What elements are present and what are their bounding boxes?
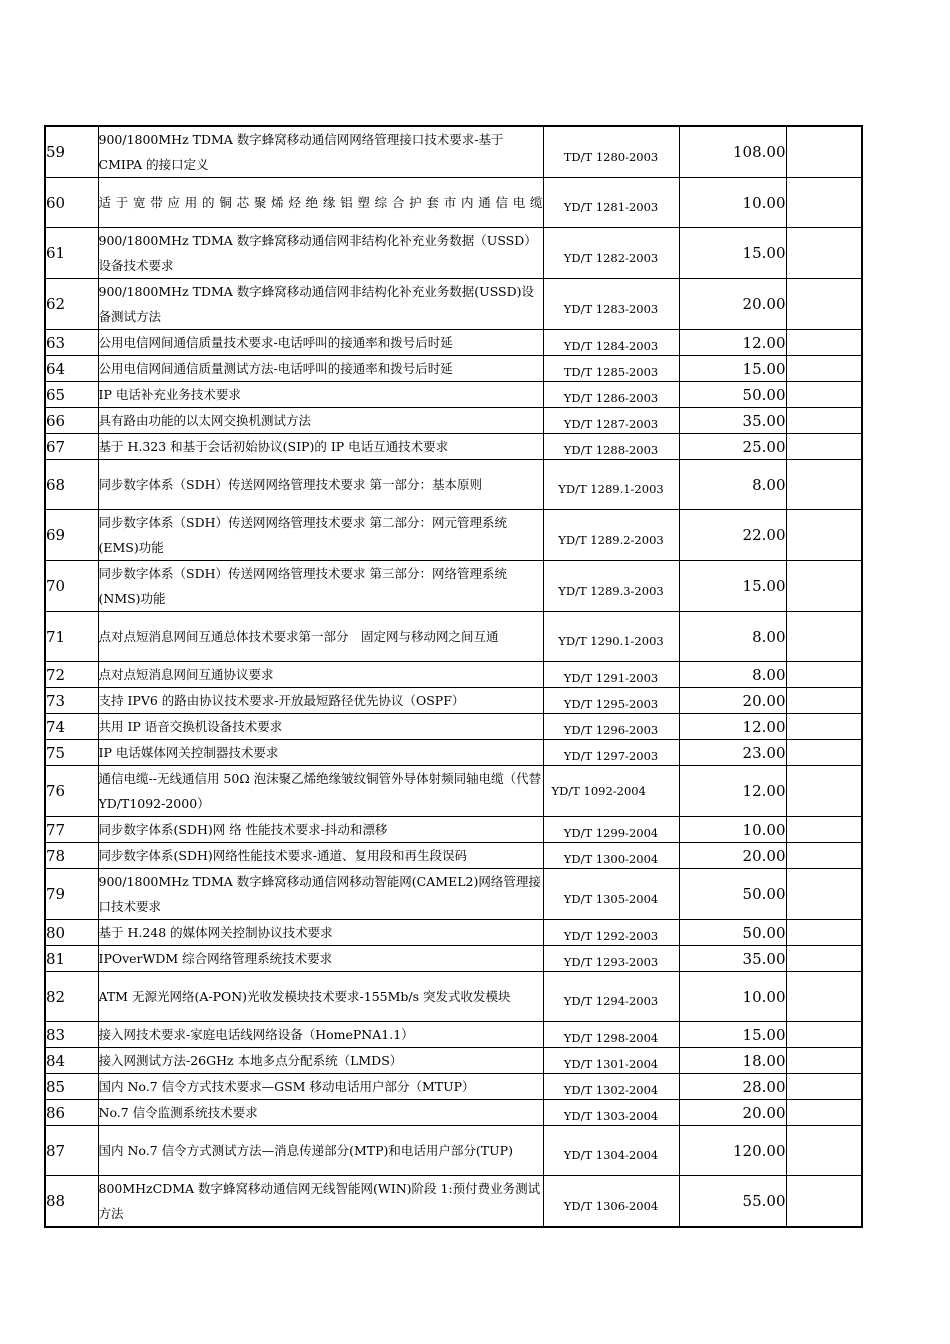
table-row [45, 688, 862, 714]
row-number: 80 [45, 920, 98, 946]
table-row [45, 1100, 862, 1126]
standard-title: 国内 No.7 信令方式测试方法—消息传递部分(MTP)和电话用户部分(TUP) [98, 1126, 543, 1176]
price-cell: 20.00 [679, 688, 786, 714]
empty-cell [786, 279, 862, 330]
empty-cell [786, 766, 862, 817]
standard-code: YD/T 1300-2004 [543, 843, 679, 869]
standard-code: YD/T 1291-2003 [543, 662, 679, 688]
row-number: 63 [45, 330, 98, 356]
standard-title: 900/1800MHz TDMA 数字蜂窝移动通信网移动智能网(CAMEL2)网络管理接口技术要求 [98, 869, 543, 920]
standard-code: YD/T 1294-2003 [543, 972, 679, 1022]
price-cell: 20.00 [679, 843, 786, 869]
price-cell: 8.00 [679, 460, 786, 510]
empty-cell [786, 510, 862, 561]
row-number: 71 [45, 612, 98, 662]
standard-code: TD/T 1280-2003 [543, 126, 679, 178]
standard-code: YD/T 1299-2004 [543, 817, 679, 843]
price-cell: 12.00 [679, 766, 786, 817]
empty-cell [786, 1100, 862, 1126]
standard-title: IPOverWDM 综合网络管理系统技术要求 [98, 946, 543, 972]
row-number: 61 [45, 228, 98, 279]
row-number: 65 [45, 382, 98, 408]
empty-cell [786, 972, 862, 1022]
table-row [45, 1126, 862, 1176]
row-number: 76 [45, 766, 98, 817]
empty-cell [786, 460, 862, 510]
standard-title: No.7 信令监测系统技术要求 [98, 1100, 543, 1126]
row-number: 78 [45, 843, 98, 869]
row-number: 67 [45, 434, 98, 460]
standard-title: 公用电信网间通信质量测试方法-电话呼叫的接通率和拨号后时延 [98, 356, 543, 382]
standard-title: 接入网技术要求-家庭电话线网络设备（HomePNA1.1） [98, 1022, 543, 1048]
standard-code: YD/T 1302-2004 [543, 1074, 679, 1100]
price-cell: 25.00 [679, 434, 786, 460]
table-row [45, 946, 862, 972]
empty-cell [786, 330, 862, 356]
standard-title: 公用电信网间通信质量技术要求-电话呼叫的接通率和拨号后时延 [98, 330, 543, 356]
standard-code: YD/T 1282-2003 [543, 228, 679, 279]
row-number: 83 [45, 1022, 98, 1048]
standard-code: YD/T 1298-2004 [543, 1022, 679, 1048]
empty-cell [786, 946, 862, 972]
empty-cell [786, 740, 862, 766]
row-number: 77 [45, 817, 98, 843]
table-body [45, 126, 862, 1227]
row-number: 72 [45, 662, 98, 688]
standard-code: YD/T 1301-2004 [543, 1048, 679, 1074]
price-cell: 15.00 [679, 1022, 786, 1048]
row-number: 84 [45, 1048, 98, 1074]
table-row [45, 434, 862, 460]
table-row [45, 1074, 862, 1100]
price-cell: 35.00 [679, 408, 786, 434]
empty-cell [786, 126, 862, 178]
standard-title: 点对点短消息网间互通总体技术要求第一部分 固定网与移动网之间互通 [98, 612, 543, 662]
price-cell: 120.00 [679, 1126, 786, 1176]
price-cell: 15.00 [679, 228, 786, 279]
standard-title: 基于 H.323 和基于会话初始协议(SIP)的 IP 电话互通技术要求 [98, 434, 543, 460]
empty-cell [786, 178, 862, 228]
row-number: 85 [45, 1074, 98, 1100]
standard-code: YD/T 1289.1-2003 [543, 460, 679, 510]
empty-cell [786, 714, 862, 740]
row-number: 74 [45, 714, 98, 740]
empty-cell [786, 356, 862, 382]
standard-title: 适于宽带应用的铜芯聚烯烃绝缘铝塑综合护套市内通信电缆 [98, 178, 543, 228]
price-cell: 12.00 [679, 714, 786, 740]
table-row [45, 843, 862, 869]
standard-code: YD/T 1305-2004 [543, 869, 679, 920]
empty-cell [786, 1048, 862, 1074]
row-number: 73 [45, 688, 98, 714]
empty-cell [786, 688, 862, 714]
row-number: 81 [45, 946, 98, 972]
row-number: 59 [45, 126, 98, 178]
standard-code: YD/T 1281-2003 [543, 178, 679, 228]
empty-cell [786, 434, 862, 460]
table-row [45, 1176, 862, 1228]
standard-code: YD/T 1283-2003 [543, 279, 679, 330]
standard-code: YD/T 1289.2-2003 [543, 510, 679, 561]
table-row [45, 869, 862, 920]
empty-cell [786, 561, 862, 612]
row-number: 64 [45, 356, 98, 382]
table-row [45, 612, 862, 662]
table-row [45, 279, 862, 330]
table-row [45, 817, 862, 843]
row-number: 75 [45, 740, 98, 766]
table-row [45, 561, 862, 612]
table-row [45, 460, 862, 510]
table-row [45, 228, 862, 279]
standard-title: 900/1800MHz TDMA 数字蜂窝移动通信网非结构化补充业务数据（USSD）设备技术要求 [98, 228, 543, 279]
row-number: 79 [45, 869, 98, 920]
price-cell: 8.00 [679, 662, 786, 688]
standard-code: YD/T 1296-2003 [543, 714, 679, 740]
standard-code: YD/T 1289.3-2003 [543, 561, 679, 612]
standard-code: YD/T 1284-2003 [543, 330, 679, 356]
table-row [45, 972, 862, 1022]
standard-title: ATM 无源光网络(A-PON)光收发模块技术要求-155Mb/s 突发式收发模块 [98, 972, 543, 1022]
empty-cell [786, 817, 862, 843]
row-number: 66 [45, 408, 98, 434]
empty-cell [786, 662, 862, 688]
price-cell: 18.00 [679, 1048, 786, 1074]
standard-code: YD/T 1292-2003 [543, 920, 679, 946]
standard-title: 基于 H.248 的媒体网关控制协议技术要求 [98, 920, 543, 946]
standard-code: YD/T 1290.1-2003 [543, 612, 679, 662]
price-cell: 50.00 [679, 869, 786, 920]
empty-cell [786, 1022, 862, 1048]
price-cell: 10.00 [679, 178, 786, 228]
table-row [45, 920, 862, 946]
price-cell: 50.00 [679, 382, 786, 408]
row-number: 70 [45, 561, 98, 612]
price-cell: 55.00 [679, 1176, 786, 1228]
standard-title: 900/1800MHz TDMA 数字蜂窝移动通信网非结构化补充业务数据(USSD)设备测试方法 [98, 279, 543, 330]
table-row [45, 1048, 862, 1074]
row-number: 86 [45, 1100, 98, 1126]
standard-title: 共用 IP 语音交换机设备技术要求 [98, 714, 543, 740]
standard-code: YD/T 1288-2003 [543, 434, 679, 460]
table-row [45, 740, 862, 766]
standard-title: 800MHzCDMA 数字蜂窝移动通信网无线智能网(WIN)阶段 1:预付费业务测试方法 [98, 1176, 543, 1228]
table-row [45, 408, 862, 434]
standard-title: IP 电话媒体网关控制器技术要求 [98, 740, 543, 766]
empty-cell [786, 1074, 862, 1100]
row-number: 69 [45, 510, 98, 561]
standard-title: 支持 IPV6 的路由协议技术要求-开放最短路径优先协议（OSPF） [98, 688, 543, 714]
table-row [45, 356, 862, 382]
standard-title: 点对点短消息网间互通协议要求 [98, 662, 543, 688]
empty-cell [786, 228, 862, 279]
table-row [45, 766, 862, 817]
standard-title: 接入网测试方法-26GHz 本地多点分配系统（LMDS） [98, 1048, 543, 1074]
standards-price-table [44, 125, 863, 1228]
standard-title: 同步数字体系（SDH）传送网网络管理技术要求 第二部分：网元管理系统(EMS)功能 [98, 510, 543, 561]
price-cell: 10.00 [679, 817, 786, 843]
standard-title: 同步数字体系(SDH)网络性能技术要求-通道、复用段和再生段误码 [98, 843, 543, 869]
table-row [45, 1022, 862, 1048]
price-cell: 23.00 [679, 740, 786, 766]
table-row [45, 178, 862, 228]
price-cell: 28.00 [679, 1074, 786, 1100]
standard-code: TD/T 1285-2003 [543, 356, 679, 382]
table-row [45, 510, 862, 561]
table-row [45, 382, 862, 408]
row-number: 82 [45, 972, 98, 1022]
standard-code: YD/T 1295-2003 [543, 688, 679, 714]
table-row [45, 330, 862, 356]
table-row [45, 662, 862, 688]
standard-title: 900/1800MHz TDMA 数字蜂窝移动通信网网络管理接口技术要求-基于CMIPA 的接口定义 [98, 126, 543, 178]
price-cell: 10.00 [679, 972, 786, 1022]
table-row [45, 714, 862, 740]
empty-cell [786, 1176, 862, 1228]
price-cell: 12.00 [679, 330, 786, 356]
empty-cell [786, 869, 862, 920]
table-row [45, 126, 862, 178]
price-cell: 108.00 [679, 126, 786, 178]
empty-cell [786, 1126, 862, 1176]
standard-code: YD/T 1092-2004 [543, 766, 679, 817]
standard-title: 同步数字体系（SDH）传送网网络管理技术要求 第三部分：网络管理系统(NMS)功能 [98, 561, 543, 612]
standard-code: YD/T 1303-2004 [543, 1100, 679, 1126]
row-number: 62 [45, 279, 98, 330]
empty-cell [786, 920, 862, 946]
standard-code: YD/T 1306-2004 [543, 1176, 679, 1228]
row-number: 68 [45, 460, 98, 510]
standard-code: YD/T 1287-2003 [543, 408, 679, 434]
price-cell: 15.00 [679, 561, 786, 612]
row-number: 87 [45, 1126, 98, 1176]
empty-cell [786, 408, 862, 434]
price-cell: 20.00 [679, 279, 786, 330]
price-cell: 20.00 [679, 1100, 786, 1126]
price-cell: 15.00 [679, 356, 786, 382]
price-cell: 35.00 [679, 946, 786, 972]
row-number: 88 [45, 1176, 98, 1228]
standard-title: IP 电话补充业务技术要求 [98, 382, 543, 408]
price-cell: 22.00 [679, 510, 786, 561]
standard-code: YD/T 1293-2003 [543, 946, 679, 972]
empty-cell [786, 612, 862, 662]
standard-code: YD/T 1304-2004 [543, 1126, 679, 1176]
price-cell: 50.00 [679, 920, 786, 946]
standard-title: 具有路由功能的以太网交换机测试方法 [98, 408, 543, 434]
standard-title: 同步数字体系(SDH)网 络 性能技术要求-抖动和漂移 [98, 817, 543, 843]
empty-cell [786, 382, 862, 408]
standard-title: 同步数字体系（SDH）传送网网络管理技术要求 第一部分：基本原则 [98, 460, 543, 510]
row-number: 60 [45, 178, 98, 228]
price-cell: 8.00 [679, 612, 786, 662]
standard-title: 国内 No.7 信令方式技术要求—GSM 移动电话用户部分（MTUP） [98, 1074, 543, 1100]
standard-title: 通信电缆--无线通信用 50Ω 泡沫聚乙烯绝缘皱纹铜管外导体射频同轴电缆（代替 YD/T1092-2000） [98, 766, 543, 817]
standard-code: YD/T 1297-2003 [543, 740, 679, 766]
standard-code: YD/T 1286-2003 [543, 382, 679, 408]
empty-cell [786, 843, 862, 869]
